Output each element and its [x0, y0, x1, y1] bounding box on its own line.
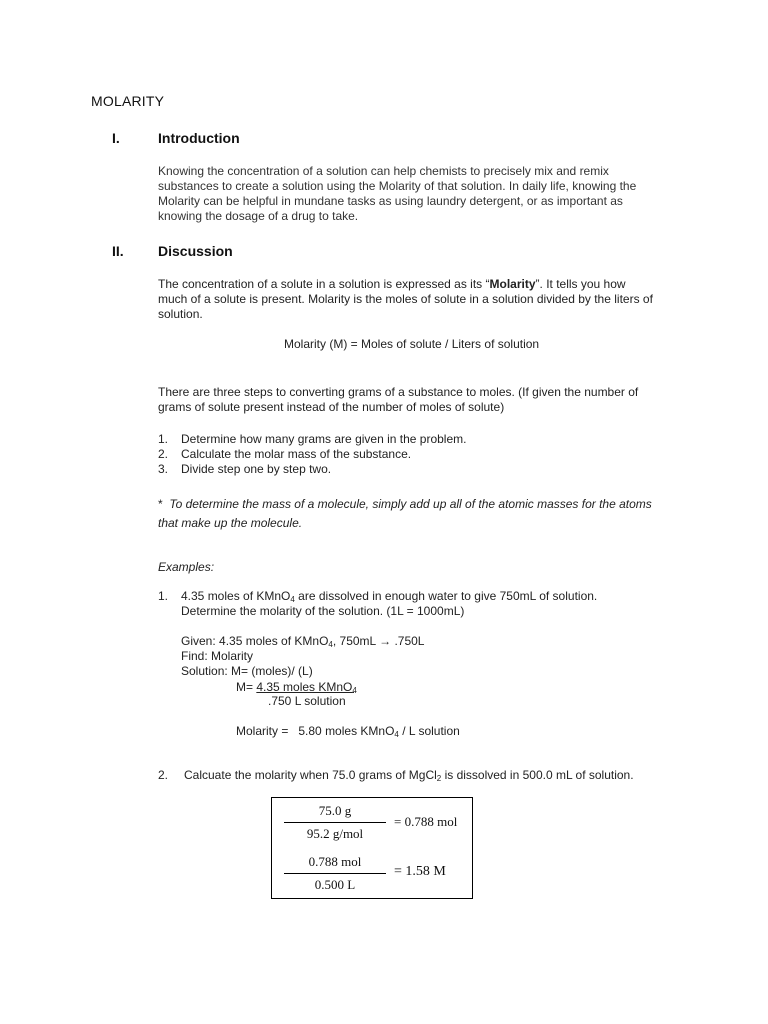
subscript: 4: [352, 686, 357, 695]
solution-line: Solution: M= (moles)/ (L): [181, 664, 313, 678]
m-denominator: .750 L solution: [268, 694, 346, 708]
discussion-paragraph: [158, 277, 678, 322]
find-line: Find: Molarity: [181, 649, 254, 663]
atomic-mass-note: [158, 495, 698, 533]
example-1-number: 1.: [158, 589, 169, 603]
section-2-title: Discussion: [158, 243, 233, 259]
fraction-denominator: 0.500 L: [314, 877, 356, 892]
subscript: 4: [290, 595, 295, 604]
steps-list: [158, 432, 466, 477]
note-text: To determine the mass of a molecule, simply add up all of the atomic masses for the atoms: [169, 497, 652, 511]
example-2-number: 2.: [158, 768, 169, 782]
fraction-numerator: 75.0 g: [318, 803, 352, 818]
statement-text: Calcuate the molarity when 75.0 grams of MgCl: [184, 768, 437, 782]
intro-text: ”. It tells you how: [535, 277, 626, 291]
list-item: [158, 432, 466, 447]
example-1-statement: [181, 589, 597, 603]
given-text: Given: 4.35 moles of KMnO: [181, 634, 329, 648]
example-1-question: Determine the molarity of the solution. (1L = 1000mL): [181, 604, 465, 618]
step-number: 3.: [158, 462, 169, 476]
list-item: [158, 447, 466, 462]
result-label: Molarity =: [236, 724, 289, 738]
paragraph-line: knowing the dosage of a drug to take.: [158, 209, 359, 223]
m-label: M=: [236, 680, 257, 694]
statement-text: are dissolved in enough water to give 750mL of solution.: [294, 589, 598, 603]
molarity-result: [236, 724, 460, 738]
note-line: that make up the molecule.: [158, 516, 303, 530]
paragraph-line: Knowing the concentration of a solution can help chemists to precisely mix and remix: [158, 164, 609, 178]
steps-intro: [158, 385, 678, 415]
statement-text: 4.35 moles of KMnO: [181, 589, 291, 603]
paragraph-line: solution.: [158, 307, 203, 321]
given-line: [181, 634, 424, 648]
paragraph-line: much of a solute is present. Molarity is the moles of solute in a solution divided by the liters of: [158, 292, 653, 306]
m-equation: [236, 680, 357, 694]
molarity-answer: = 1.58 M: [394, 864, 446, 879]
introduction-paragraph: [158, 164, 678, 224]
subscript: 2: [436, 774, 442, 783]
step-text: Calculate the molar mass of the substance.: [181, 447, 412, 461]
section-1-number: I.: [112, 130, 120, 146]
step-number: 2.: [158, 447, 169, 461]
step-number: 1.: [158, 432, 169, 446]
section-2-number: II.: [112, 243, 124, 259]
intro-text: The concentration of a solute in a solution is expressed as its “: [158, 277, 490, 291]
step-text: Divide step one by step two.: [181, 462, 332, 476]
paragraph-line: Molarity can be helpful in mundane tasks as using laundry detergent, or as important as: [158, 194, 623, 208]
paragraph-line: grams of solute present instead of the number of moles of solute): [158, 400, 505, 414]
m-numerator: [256, 680, 357, 694]
fraction-numerator: 0.788 mol: [308, 854, 362, 869]
paragraph-line: [158, 277, 678, 292]
page-title: MOLARITY: [91, 93, 165, 109]
subscript: 4: [394, 730, 399, 739]
numerator-text: 4.35 moles KMnO: [256, 680, 353, 694]
calculation-box: [271, 797, 473, 899]
list-item: [158, 462, 466, 477]
fraction-moles-over-liters: [284, 854, 386, 893]
molarity-term: Molarity: [489, 277, 536, 291]
molarity-formula: Molarity (M) = Moles of solute / Liters of solution: [284, 337, 540, 351]
result-text: 5.80 moles KMnO: [298, 724, 395, 738]
paragraph-line: There are three steps to converting grams of a substance to moles. (If given the number of: [158, 385, 639, 399]
note-line: [158, 495, 698, 514]
fraction-grams-over-molar-mass: [284, 803, 386, 842]
given-text: , 750mL → .750L: [332, 634, 425, 648]
statement-text: is dissolved in 500.0 mL of solution.: [441, 768, 634, 782]
examples-label: Examples:: [158, 560, 215, 574]
note-asterisk: *: [158, 497, 163, 511]
moles-result: = 0.788 mol: [394, 814, 458, 829]
paragraph-line: substances to create a solution using the Molarity of that solution. In daily life, knowing the: [158, 179, 637, 193]
fraction-denominator: 95.2 g/mol: [306, 826, 364, 841]
step-text: Determine how many grams are given in the problem.: [181, 432, 467, 446]
result-text: / L solution: [398, 724, 460, 738]
example-2-statement: [184, 768, 634, 782]
section-1-title: Introduction: [158, 130, 240, 146]
subscript: 4: [328, 640, 333, 649]
